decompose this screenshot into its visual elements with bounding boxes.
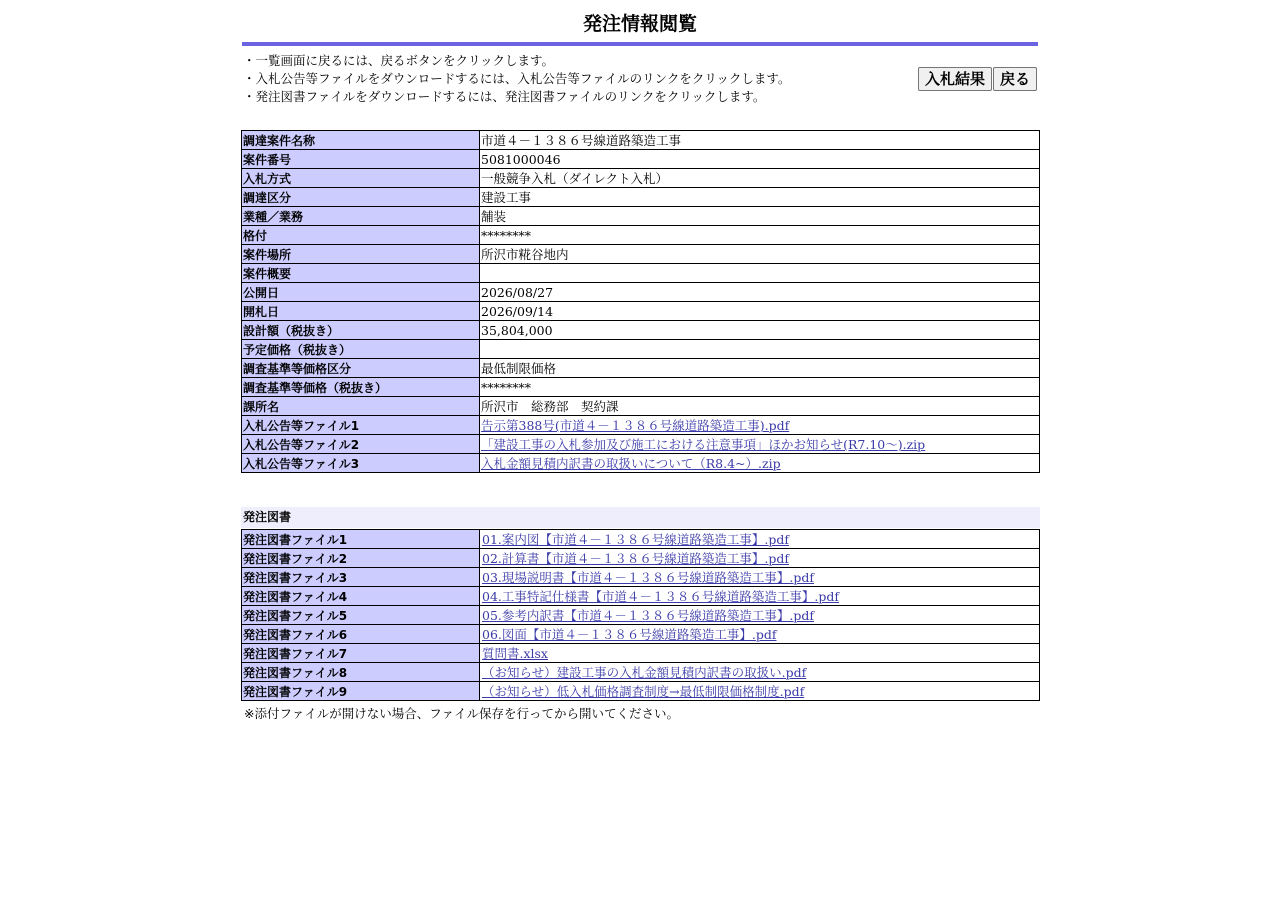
row-label: 業種／業務: [242, 207, 480, 226]
table-row: [242, 606, 1040, 625]
table-row: [242, 264, 1040, 283]
table-row: [242, 644, 1040, 663]
row-value: [480, 264, 1040, 283]
row-label: 開札日: [242, 302, 480, 321]
table-row: [242, 416, 1040, 435]
back-button[interactable]: 戻る: [993, 67, 1037, 91]
row-value: 最低制限価格: [480, 359, 1040, 378]
drawing-file-label: 発注図書ファイル1: [242, 530, 480, 549]
notice-file-cell: [480, 454, 1040, 473]
table-row: [242, 549, 1040, 568]
drawing-file-label: 発注図書ファイル4: [242, 587, 480, 606]
row-value: 2026/09/14: [480, 302, 1040, 321]
drawing-file-cell: [480, 682, 1040, 701]
drawing-file-link[interactable]: 質問書.xlsx: [482, 646, 548, 661]
table-row: [242, 150, 1040, 169]
drawing-file-label: 発注図書ファイル5: [242, 606, 480, 625]
order-info-table: [241, 130, 1040, 473]
row-value: 所沢市糀谷地内: [480, 245, 1040, 264]
row-value: 一般競争入札（ダイレクト入札）: [480, 169, 1040, 188]
row-label: 課所名: [242, 397, 480, 416]
notice-file-label: 入札公告等ファイル3: [242, 454, 480, 473]
row-label: 調査基準等価格（税抜き）: [242, 378, 480, 397]
drawing-file-label: 発注図書ファイル2: [242, 549, 480, 568]
drawing-file-link[interactable]: 03.現場説明書【市道４－１３８６号線道路築造工事】.pdf: [482, 570, 814, 585]
table-row: [242, 131, 1040, 150]
row-label: 案件番号: [242, 150, 480, 169]
drawing-file-link[interactable]: 02.計算書【市道４－１３８６号線道路築造工事】.pdf: [482, 551, 789, 566]
bid-result-button[interactable]: 入札結果: [918, 67, 992, 91]
drawing-file-cell: [480, 663, 1040, 682]
drawing-file-cell: [480, 625, 1040, 644]
drawing-file-link[interactable]: （お知らせ）建設工事の入札金額見積内訳書の取扱い.pdf: [482, 665, 807, 680]
row-label: 設計額（税抜き）: [242, 321, 480, 340]
notice-file-link[interactable]: 告示第388号(市道４－１３８６号線道路築造工事).pdf: [481, 418, 790, 433]
drawing-file-link[interactable]: 01.案内図【市道４－１３８６号線道路築造工事】.pdf: [482, 532, 789, 547]
instructions-panel: [241, 46, 1039, 130]
action-buttons: [917, 67, 1037, 91]
notice-file-label: 入札公告等ファイル1: [242, 416, 480, 435]
drawing-file-cell: [480, 606, 1040, 625]
notice-file-label: 入札公告等ファイル2: [242, 435, 480, 454]
table-row: [242, 682, 1040, 701]
table-row: [242, 568, 1040, 587]
table-row: [242, 340, 1040, 359]
table-row: [242, 302, 1040, 321]
table-row: [242, 625, 1040, 644]
drawings-table: [241, 529, 1040, 701]
row-value: 35,804,000: [480, 321, 1040, 340]
row-value: [480, 340, 1040, 359]
table-row: [242, 283, 1040, 302]
row-label: 案件概要: [242, 264, 480, 283]
table-row: [242, 321, 1040, 340]
row-label: 格付: [242, 226, 480, 245]
row-label: 調達区分: [242, 188, 480, 207]
row-value: 5081000046: [480, 150, 1040, 169]
row-label: 入札方式: [242, 169, 480, 188]
drawing-file-cell: [480, 530, 1040, 549]
instruction-item: ・一覧画面に戻るには、戻るボタンをクリックします。: [243, 53, 555, 68]
table-row: [242, 245, 1040, 264]
footer-note: ※添付ファイルが開けない場合、ファイル保存を行ってから開いてください。: [244, 706, 679, 721]
row-label: 調査基準等価格区分: [242, 359, 480, 378]
table-row: [242, 207, 1040, 226]
table-row: [242, 454, 1040, 473]
table-row: [242, 188, 1040, 207]
row-value: 舗装: [480, 207, 1040, 226]
row-value: 市道４－１３８６号線道路築造工事: [480, 131, 1040, 150]
drawing-file-link[interactable]: 05.参考内訳書【市道４－１３８６号線道路築造工事】.pdf: [482, 608, 814, 623]
instruction-item: ・発注図書ファイルをダウンロードするには、発注図書ファイルのリンクをクリックします。: [243, 89, 766, 104]
page-title: 発注情報閲覧: [582, 13, 697, 35]
notice-file-link[interactable]: 「建設工事の入札参加及び施工における注意事項」ほかお知らせ(R7.10～).zip: [481, 437, 926, 452]
table-row: [242, 226, 1040, 245]
row-value: 所沢市 総務部 契約課: [480, 397, 1040, 416]
table-row: [242, 378, 1040, 397]
table-row: [242, 530, 1040, 549]
notice-file-cell: [480, 435, 1040, 454]
table-row: [242, 587, 1040, 606]
table-row: [242, 169, 1040, 188]
row-value: 2026/08/27: [480, 283, 1040, 302]
drawing-file-link[interactable]: 06.図面【市道４－１３８６号線道路築造工事】.pdf: [482, 627, 777, 642]
drawing-file-link[interactable]: （お知らせ）低入札価格調査制度→最低制限価格制度.pdf: [482, 684, 805, 699]
row-value: ********: [480, 378, 1040, 397]
table-row: [242, 359, 1040, 378]
drawings-section-heading: 発注図書: [241, 507, 1040, 528]
drawing-file-cell: [480, 644, 1040, 663]
drawing-file-label: 発注図書ファイル6: [242, 625, 480, 644]
table-row: [242, 435, 1040, 454]
drawing-file-label: 発注図書ファイル3: [242, 568, 480, 587]
row-label: 公開日: [242, 283, 480, 302]
drawing-file-label: 発注図書ファイル8: [242, 663, 480, 682]
drawing-file-label: 発注図書ファイル9: [242, 682, 480, 701]
row-label: 予定価格（税抜き）: [242, 340, 480, 359]
drawing-file-cell: [480, 568, 1040, 587]
row-label: 案件場所: [242, 245, 480, 264]
instruction-item: ・入札公告等ファイルをダウンロードするには、入札公告等ファイルのリンクをクリックします。: [243, 71, 791, 86]
row-value: 建設工事: [480, 188, 1040, 207]
notice-file-link[interactable]: 入札金額見積内訳書の取扱いについて（R8.4~）.zip: [481, 456, 781, 471]
notice-file-cell: [480, 416, 1040, 435]
drawing-file-label: 発注図書ファイル7: [242, 644, 480, 663]
drawing-file-cell: [480, 549, 1040, 568]
row-label: 調達案件名称: [242, 131, 480, 150]
page-container: [241, 0, 1039, 722]
drawing-file-cell: [480, 587, 1040, 606]
table-row: [242, 663, 1040, 682]
row-value: ********: [480, 226, 1040, 245]
drawing-file-link[interactable]: 04.工事特記仕様書【市道４－１３８６号線道路築造工事】.pdf: [482, 589, 839, 604]
table-row: [242, 397, 1040, 416]
